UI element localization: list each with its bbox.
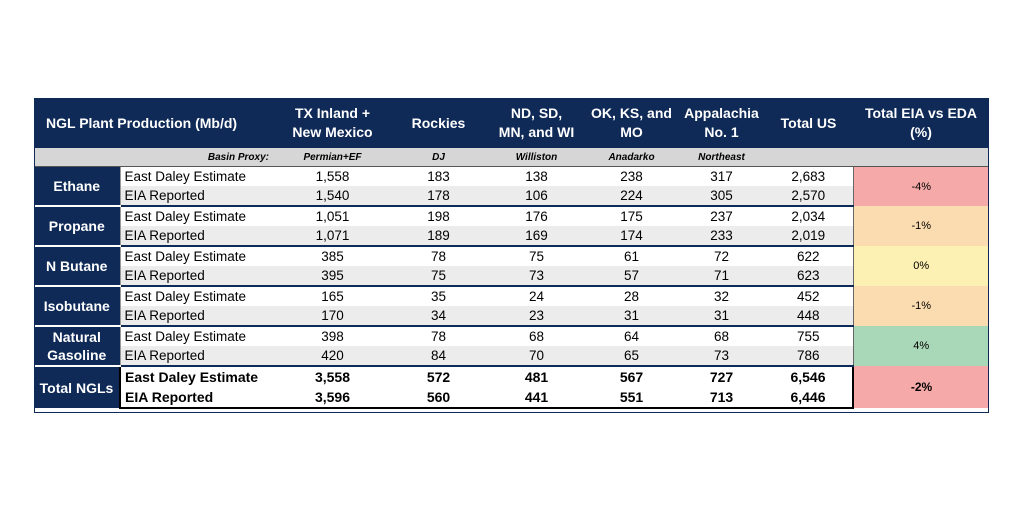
row-label: East Daley Estimate <box>120 167 277 187</box>
value-cell: 481 <box>489 366 584 387</box>
value-cell: 6,446 <box>764 387 853 408</box>
value-cell: 1,540 <box>277 186 388 206</box>
value-cell: 198 <box>388 206 489 226</box>
table-row <box>34 306 989 326</box>
value-cell: 623 <box>764 266 853 286</box>
row-label: EIA Reported <box>120 226 277 246</box>
value-cell: 78 <box>388 246 489 266</box>
value-cell: 237 <box>679 206 764 226</box>
row-label: East Daley Estimate <box>120 206 277 226</box>
value-cell: 189 <box>388 226 489 246</box>
value-cell: 2,019 <box>764 226 853 246</box>
eia-vs-eda-pct: -4% <box>853 167 989 207</box>
value-cell: 452 <box>764 286 853 306</box>
basin-proxy-value <box>764 148 853 167</box>
value-cell: 1,051 <box>277 206 388 226</box>
table-row <box>34 266 989 286</box>
basin-proxy-value: Anadarko <box>584 148 679 167</box>
basin-proxy-value <box>853 148 989 167</box>
value-cell: 64 <box>584 326 679 346</box>
table-row <box>34 286 989 306</box>
value-cell: 3,596 <box>277 387 388 408</box>
value-cell: 78 <box>388 326 489 346</box>
column-header: ND, SD, MN, and WI <box>489 98 584 148</box>
value-cell: 73 <box>489 266 584 286</box>
row-label: EIA Reported <box>120 387 277 408</box>
column-header: Rockies <box>388 98 489 148</box>
column-header: Appalachia No. 1 <box>679 98 764 148</box>
row-label: EIA Reported <box>120 306 277 326</box>
table-row <box>34 167 989 187</box>
table-row <box>34 346 989 366</box>
value-cell: 72 <box>679 246 764 266</box>
product-group-label: Total NGLs <box>34 366 120 408</box>
value-cell: 32 <box>679 286 764 306</box>
value-cell: 23 <box>489 306 584 326</box>
value-cell: 73 <box>679 346 764 366</box>
row-label: East Daley Estimate <box>120 366 277 387</box>
column-header: TX Inland + New Mexico <box>277 98 388 148</box>
ngl-production-table <box>34 98 989 409</box>
basin-proxy-row <box>34 148 989 167</box>
ngl-production-table-container <box>34 98 989 413</box>
table-row <box>34 366 989 387</box>
value-cell: 233 <box>679 226 764 246</box>
value-cell: 24 <box>489 286 584 306</box>
value-cell: 3,558 <box>277 366 388 387</box>
value-cell: 755 <box>764 326 853 346</box>
value-cell: 170 <box>277 306 388 326</box>
value-cell: 68 <box>679 326 764 346</box>
value-cell: 75 <box>489 246 584 266</box>
row-label: EIA Reported <box>120 186 277 206</box>
value-cell: 176 <box>489 206 584 226</box>
eia-vs-eda-pct: -1% <box>853 206 989 246</box>
value-cell: 560 <box>388 387 489 408</box>
table-title: NGL Plant Production (Mb/d) <box>34 98 277 148</box>
value-cell: 713 <box>679 387 764 408</box>
value-cell: 305 <box>679 186 764 206</box>
value-cell: 2,683 <box>764 167 853 187</box>
value-cell: 34 <box>388 306 489 326</box>
eia-vs-eda-pct: 4% <box>853 326 989 366</box>
table-row <box>34 226 989 246</box>
value-cell: 395 <box>277 266 388 286</box>
value-cell: 70 <box>489 346 584 366</box>
value-cell: 448 <box>764 306 853 326</box>
value-cell: 65 <box>584 346 679 366</box>
product-group-label: Propane <box>34 206 120 246</box>
product-group-label: N Butane <box>34 246 120 286</box>
eia-vs-eda-pct: -1% <box>853 286 989 326</box>
row-label: East Daley Estimate <box>120 246 277 266</box>
value-cell: 28 <box>584 286 679 306</box>
basin-proxy-value: Northeast <box>679 148 764 167</box>
value-cell: 567 <box>584 366 679 387</box>
value-cell: 138 <box>489 167 584 187</box>
value-cell: 106 <box>489 186 584 206</box>
value-cell: 385 <box>277 246 388 266</box>
table-row <box>34 206 989 226</box>
value-cell: 175 <box>584 206 679 226</box>
value-cell: 57 <box>584 266 679 286</box>
value-cell: 398 <box>277 326 388 346</box>
value-cell: 169 <box>489 226 584 246</box>
value-cell: 6,546 <box>764 366 853 387</box>
value-cell: 183 <box>388 167 489 187</box>
row-label: East Daley Estimate <box>120 326 277 346</box>
basin-proxy-value: Permian+EF <box>277 148 388 167</box>
product-group-label: Ethane <box>34 167 120 207</box>
table-row <box>34 246 989 266</box>
table-row <box>34 326 989 346</box>
product-group-label: Natural Gasoline <box>34 326 120 366</box>
eia-vs-eda-pct: -2% <box>853 366 989 408</box>
basin-proxy-label: Basin Proxy: <box>34 148 277 167</box>
value-cell: 786 <box>764 346 853 366</box>
row-label: EIA Reported <box>120 346 277 366</box>
row-label: East Daley Estimate <box>120 286 277 306</box>
value-cell: 238 <box>584 167 679 187</box>
value-cell: 75 <box>388 266 489 286</box>
value-cell: 68 <box>489 326 584 346</box>
value-cell: 1,071 <box>277 226 388 246</box>
value-cell: 420 <box>277 346 388 366</box>
basin-proxy-value: Williston <box>489 148 584 167</box>
value-cell: 2,570 <box>764 186 853 206</box>
value-cell: 178 <box>388 186 489 206</box>
product-group-label: Isobutane <box>34 286 120 326</box>
row-label: EIA Reported <box>120 266 277 286</box>
value-cell: 1,558 <box>277 167 388 187</box>
table-row <box>34 387 989 408</box>
column-header: Total EIA vs EDA (%) <box>853 98 989 148</box>
value-cell: 622 <box>764 246 853 266</box>
basin-proxy-value: DJ <box>388 148 489 167</box>
value-cell: 31 <box>584 306 679 326</box>
table-row <box>34 186 989 206</box>
value-cell: 317 <box>679 167 764 187</box>
value-cell: 61 <box>584 246 679 266</box>
header-row <box>34 98 989 148</box>
value-cell: 441 <box>489 387 584 408</box>
value-cell: 551 <box>584 387 679 408</box>
value-cell: 71 <box>679 266 764 286</box>
value-cell: 572 <box>388 366 489 387</box>
value-cell: 35 <box>388 286 489 306</box>
column-header: OK, KS, and MO <box>584 98 679 148</box>
value-cell: 727 <box>679 366 764 387</box>
value-cell: 224 <box>584 186 679 206</box>
value-cell: 84 <box>388 346 489 366</box>
value-cell: 174 <box>584 226 679 246</box>
value-cell: 31 <box>679 306 764 326</box>
value-cell: 2,034 <box>764 206 853 226</box>
value-cell: 165 <box>277 286 388 306</box>
eia-vs-eda-pct: 0% <box>853 246 989 286</box>
column-header: Total US <box>764 98 853 148</box>
